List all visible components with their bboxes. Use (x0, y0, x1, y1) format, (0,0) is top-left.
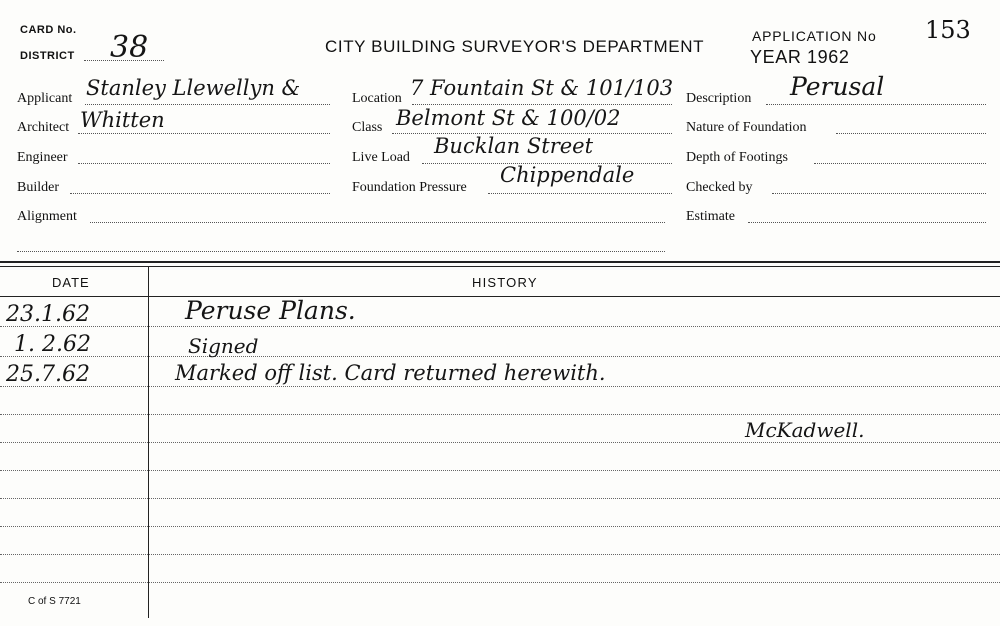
history-line (0, 414, 1000, 415)
location-dots (412, 104, 672, 105)
history-line (0, 470, 1000, 471)
class-value: Belmont St & 100/02 (396, 106, 621, 130)
section-divider-thin (0, 266, 1000, 267)
application-no-label: APPLICATION No (752, 28, 877, 44)
history-date: 25.7.62 (6, 362, 90, 387)
foundation-pressure-label: Foundation Pressure (352, 180, 467, 195)
builder-label: Builder (17, 180, 59, 195)
architect-value: Whitten (80, 108, 165, 132)
live-load-value: Bucklan Street (434, 134, 594, 158)
estimate-label: Estimate (686, 209, 735, 224)
applicant-label: Applicant (17, 91, 73, 106)
card-no-label: CARD No. (20, 24, 77, 36)
history-entry: Signed (188, 334, 259, 358)
alignment-dots (90, 222, 665, 223)
history-date: 23.1.62 (6, 302, 90, 327)
history-line (0, 554, 1000, 555)
history-entry: Peruse Plans. (185, 296, 356, 325)
class-label: Class (352, 120, 383, 135)
date-header: DATE (52, 275, 90, 290)
form-code: C of S 7721 (28, 596, 81, 607)
architect-label: Architect (17, 120, 70, 135)
history-line (0, 442, 1000, 443)
description-value: Perusal (790, 72, 885, 101)
live-load-label: Live Load (352, 150, 410, 165)
engineer-label: Engineer (17, 150, 68, 165)
history-line (0, 526, 1000, 527)
architect-dots (78, 133, 330, 134)
history-line (0, 356, 1000, 357)
district-value: 38 (110, 30, 149, 65)
estimate-dots (748, 222, 986, 223)
history-date: 1. 2.62 (14, 332, 91, 357)
checked-by-label: Checked by (686, 180, 753, 195)
alignment-extra-dots (17, 251, 665, 252)
section-divider (0, 261, 1000, 263)
history-entry: Marked off list. Card returned herewith. (175, 361, 606, 385)
applicant-dots (85, 104, 330, 105)
nature-of-foundation-dots (836, 133, 986, 134)
department-title: CITY BUILDING SURVEYOR'S DEPARTMENT (325, 37, 705, 56)
description-label: Description (686, 91, 752, 106)
builder-dots (70, 193, 330, 194)
foundation-pressure-value: Chippendale (500, 163, 635, 187)
header-underline (0, 296, 1000, 297)
checked-by-dots (772, 193, 986, 194)
district-label: DISTRICT (20, 50, 75, 62)
history-line (0, 386, 1000, 387)
history-line (0, 498, 1000, 499)
alignment-label: Alignment (17, 209, 77, 224)
location-value: 7 Fountain St & 101/103 (410, 76, 674, 100)
depth-of-footings-dots (814, 163, 986, 164)
depth-of-footings-label: Depth of Footings (686, 150, 788, 165)
foundation-pressure-dots (488, 193, 672, 194)
engineer-dots (78, 163, 330, 164)
history-header: HISTORY (472, 275, 538, 290)
application-no-value: 153 (925, 16, 971, 44)
history-line (0, 326, 1000, 327)
nature-of-foundation-label: Nature of Foundation (686, 120, 807, 135)
applicant-value: Stanley Llewellyn & (86, 76, 301, 100)
year-label: YEAR 1962 (750, 47, 850, 67)
location-label: Location (352, 91, 402, 106)
description-dots (766, 104, 986, 105)
signature: McKadwell. (745, 418, 865, 442)
history-line (0, 582, 1000, 583)
